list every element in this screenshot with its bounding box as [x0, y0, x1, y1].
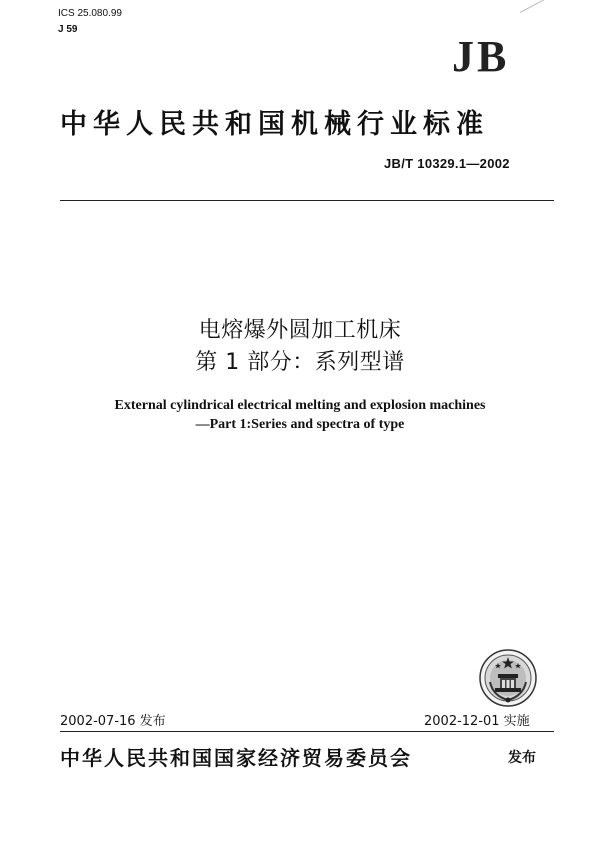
header-divider: [60, 200, 554, 201]
title-chinese-line-1: 电熔爆外圆加工机床: [198, 318, 402, 343]
issuing-authority: 中华人民共和国国家经济贸易委员会: [60, 746, 412, 770]
jb-logo: JB: [452, 32, 510, 81]
title-english-line-2: —Part 1:Series and spectra of type: [195, 417, 405, 432]
standard-number: JB/T 10329.1—2002: [384, 156, 510, 171]
title-chinese-line-2: 第 1 部分：系列型谱: [195, 350, 405, 375]
implementation-date: 2002-12-01 实施: [424, 714, 530, 729]
classification-code: J 59: [58, 24, 78, 35]
national-emblem-seal-icon: [478, 648, 538, 708]
title-english-line-1: External cylindrical electrical melting and explosion machines: [114, 398, 486, 413]
industry-standard-title: 中华人民共和国机械行业标准: [60, 109, 489, 140]
issuing-authority-suffix: 发布: [508, 750, 536, 766]
issue-date: 2002-07-16 发布: [60, 714, 166, 729]
footer-divider: [60, 731, 554, 732]
ics-code: ICS 25.080.99: [58, 8, 122, 19]
scan-scratch-mark: [520, 0, 573, 13]
